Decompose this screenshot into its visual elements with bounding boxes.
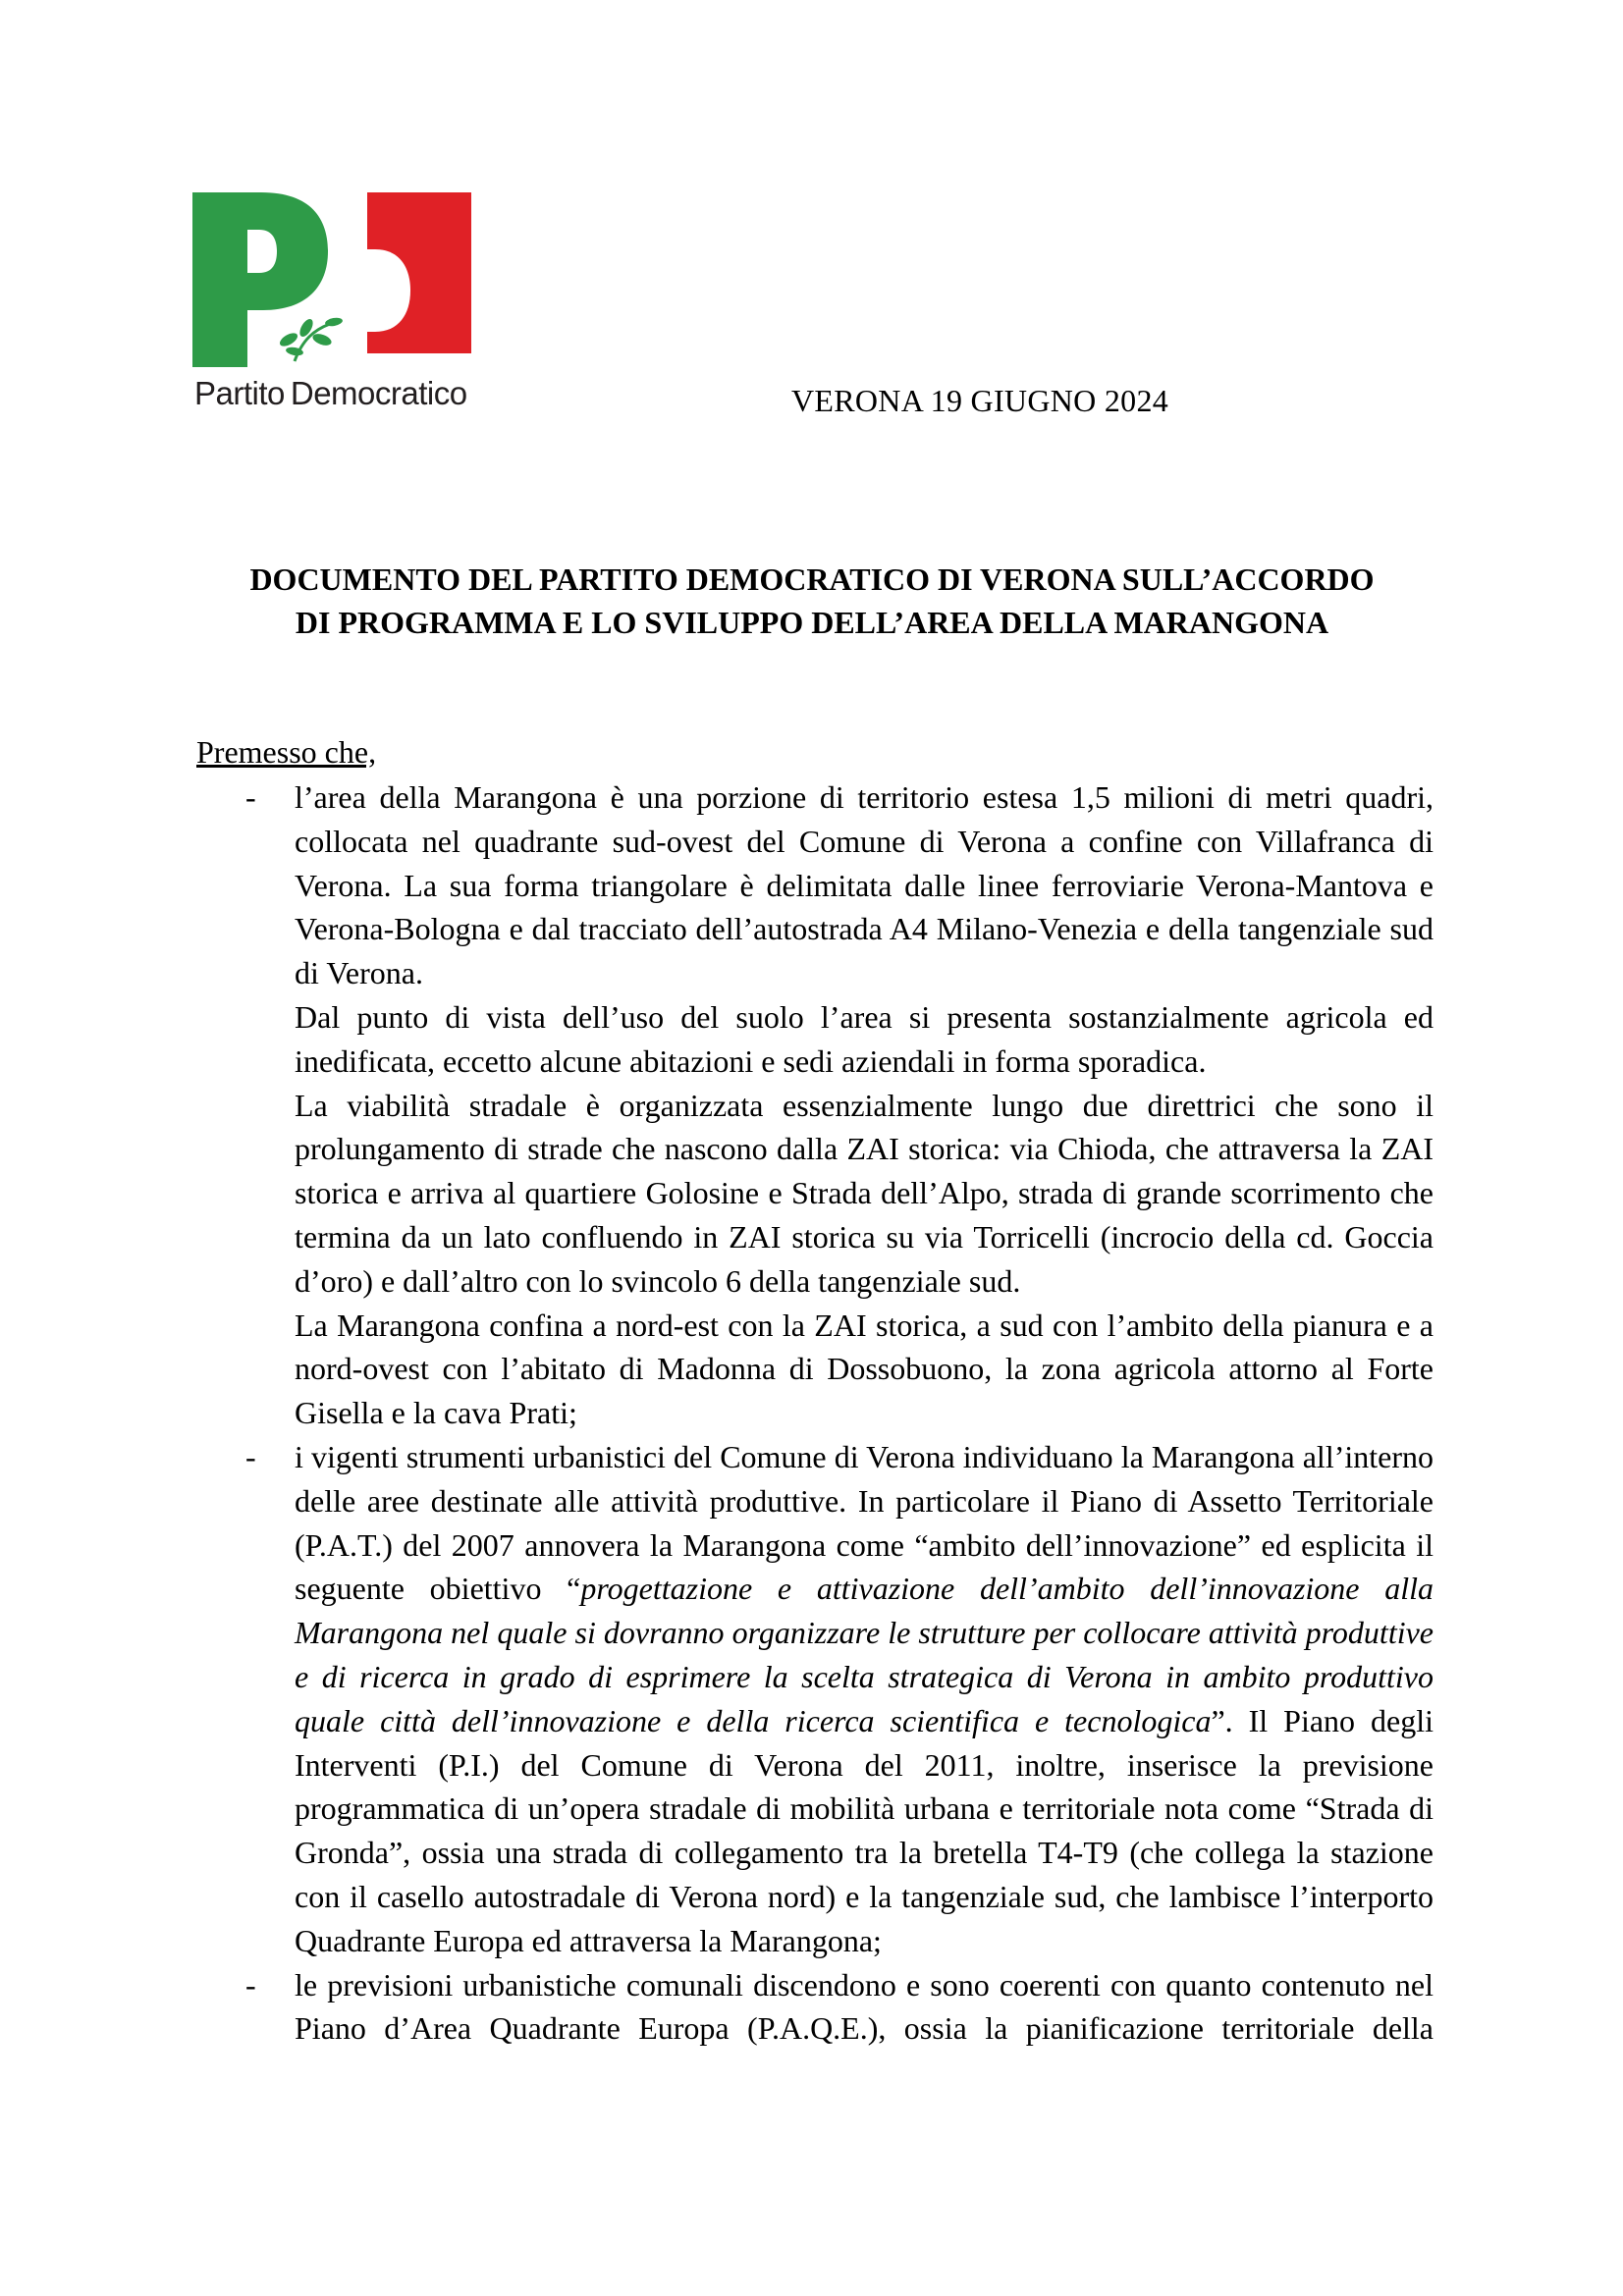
document-date: VERONA 19 GIUGNO 2024 xyxy=(791,383,1169,418)
list-item xyxy=(196,1435,1434,1963)
paragraph: Dal punto di vista dell’uso del suolo l’area si presenta sostanzialmente agricola ed inedificata, eccetto alcune abitazioni e sedi aziendali in forma sporadica. xyxy=(295,998,1434,1079)
title-line-2: DI PROGRAMMA E LO SVILUPPO DELL’AREA DELLA MARANGONA xyxy=(295,605,1329,640)
pd-logo-icon xyxy=(192,192,471,369)
logo-wordmark xyxy=(194,375,467,412)
paragraph: l’area della Marangona è una porzione di territorio estesa 1,5 milioni di metri quadri, collocata nel quadrante sud-ovest del Comune di Verona a confine con Villafranca di Verona. La sua forma triangolare è delimitata dalle linee ferroviarie Verona-Mantova e Verona-Bologna e dal tracciato dell’autostrada A4 Milano-Venezia e della tangenziale sud di Verona. xyxy=(295,779,1434,991)
list-dash: - xyxy=(245,1438,256,1474)
paragraph-text: i vigenti strumenti urbanistici del Comune di Verona individuano la Marangona all’interno delle aree destinate alle attività produttive. In particolare il Piano di Assetto Territoriale (P.A.T.) del 2007 annovera la Marangona come “ambito dell’innovazione” ed esplicita il seguente obiettivo “ xyxy=(295,1438,1434,1607)
paragraph-text: ”. Il Piano degli Interventi (P.I.) del Comune di Verona del 2011, inoltre, inserisce la previsione programmatica di un’opera stradale di mobilità urbana e territoriale nota come “Strada di Gronda”, ossia una strada di collegamento tra la bretella T4-T9 (che collega la stazione con il casello autostradale di Verona nord) e la tangenziale sud, che lambisce l’interporto Quadrante Europa ed attraversa la Marangona; xyxy=(295,1702,1434,1958)
title-line-1: DOCUMENTO DEL PARTITO DEMOCRATICO DI VERONA SULL’ACCORDO xyxy=(249,561,1375,597)
premesso-heading: Premesso che, xyxy=(196,734,377,770)
premesso-list xyxy=(196,775,1434,2051)
list-item xyxy=(196,775,1434,1435)
quoted-objective: progettazione e attivazione dell’ambito dell’innovazione alla Marangona nel quale si dovranno organizzare le strutture per collocare attività produttive e di ricerca in grado di esprimere la scelta strategica di Verona in ambito produttivo quale città dell’innovazione e della ricerca scientifica e tecnologica xyxy=(295,1571,1434,1738)
paragraph: La viabilità stradale è organizzata essenzialmente lungo due direttrici che sono il prolungamento di strade che nascono dalla ZAI storica: via Chioda, che attraversa la ZAI storica e arriva al quartiere Golosine e Strada dell’Alpo, strada di grande scorrimento che termina da un lato confluendo in ZAI storica su via Torricelli (incrocio della cd. Goccia d’oro) e dall’altro con lo svincolo 6 della tangenziale sud. xyxy=(295,1087,1434,1299)
paragraph xyxy=(295,1435,1434,1963)
paragraph: La Marangona confina a nord-est con la ZAI storica, a sud con l’ambito della pianura e a nord-ovest con l’abitato di Madonna di Dossobuono, la zona agricola attorno al Forte Gisella e la cava Prati; xyxy=(295,1307,1434,1431)
logo-text-democratico: Democratico xyxy=(290,375,467,411)
pd-logo xyxy=(192,192,487,428)
paragraph: le previsioni urbanistiche comunali discendono e sono coerenti con quanto contenuto nel Piano d’Area Quadrante Europa (P.A.Q.E.), ossia la pianificazione territoriale della xyxy=(295,1966,1434,2047)
list-dash: - xyxy=(245,779,256,815)
list-dash: - xyxy=(245,1966,256,2002)
document-title xyxy=(192,558,1432,644)
list-item xyxy=(196,1963,1434,2052)
logo-text-partito: Partito xyxy=(194,375,285,411)
